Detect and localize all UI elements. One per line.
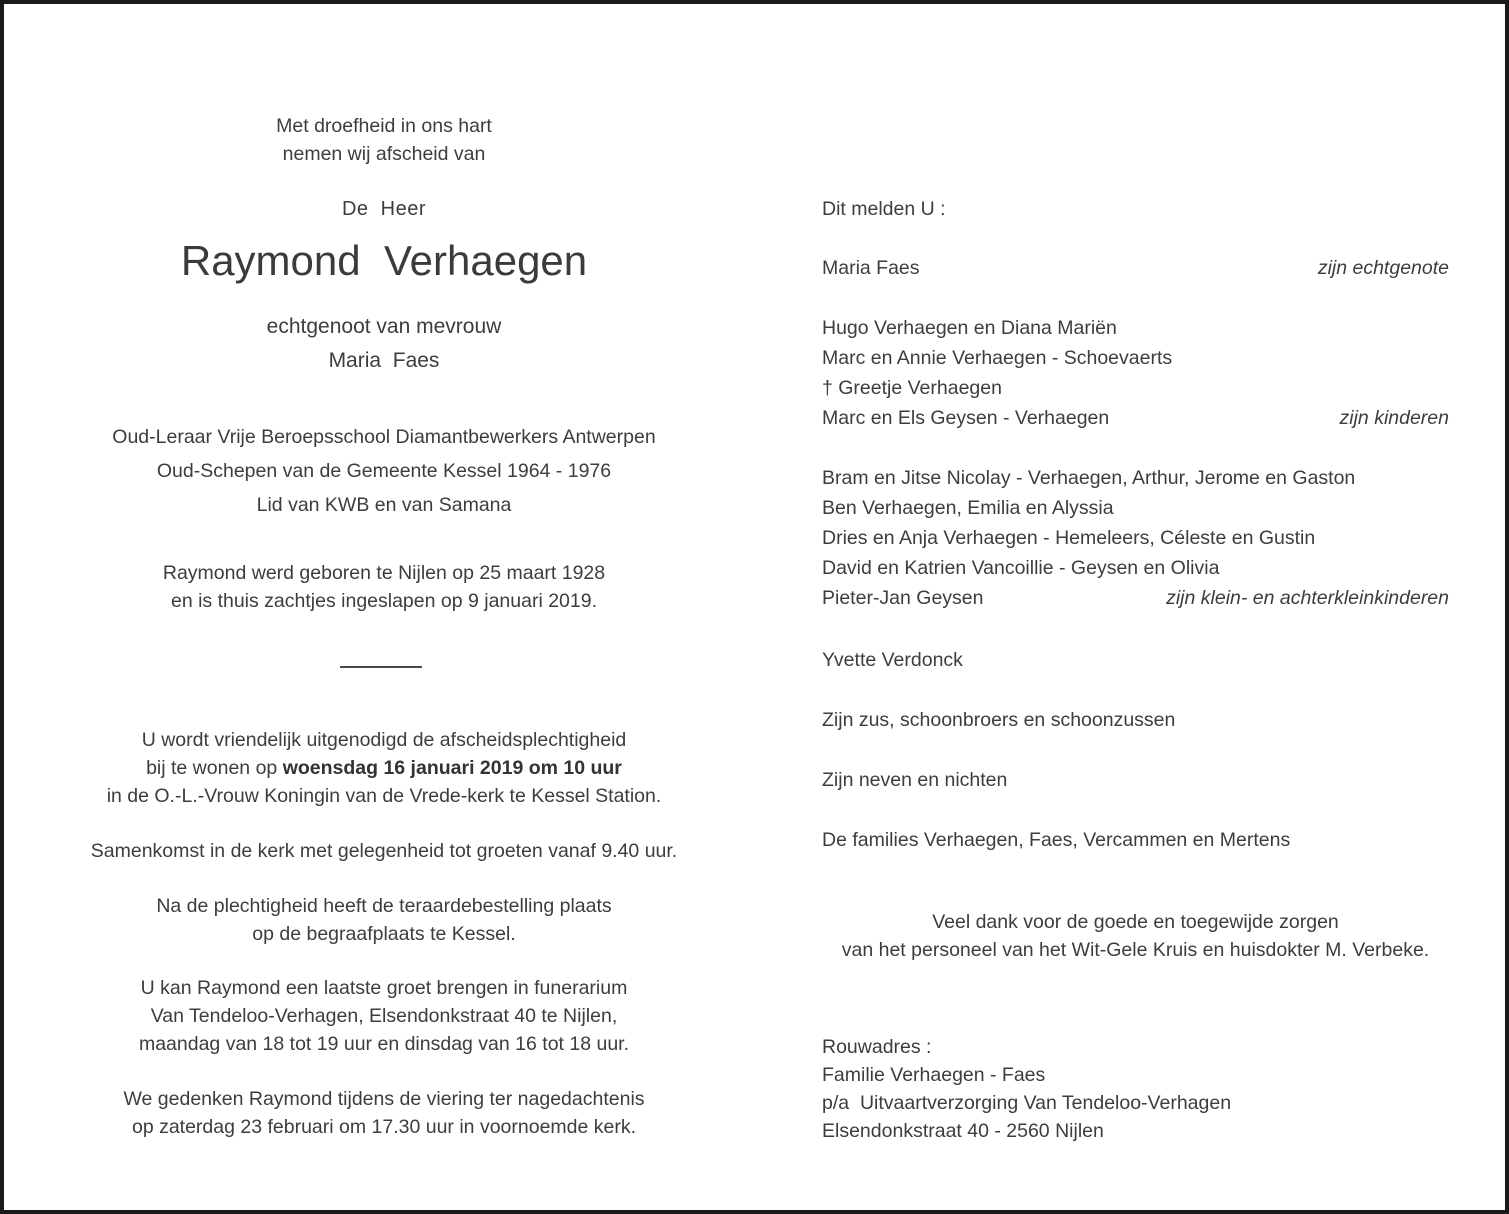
announcers-heading: Dit melden U : [822, 198, 946, 220]
spouse-of-block [34, 310, 734, 378]
ceremony-invite-block [34, 726, 734, 810]
child-name: Hugo Verhaegen en Diana Mariën [822, 317, 1117, 339]
intro-text [34, 112, 734, 168]
funerarium-line: U kan Raymond een laatste groet brengen in funerarium [140, 977, 628, 999]
grandchild-name: Dries en Anja Verhaegen - Hemeleers, Céleste en Gustin [822, 527, 1316, 549]
child-name: Marc en Els Geysen - Verhaegen [822, 407, 1110, 429]
honorific: De Heer [341, 198, 427, 220]
invite-line: U wordt vriendelijk uitgenodigd de afscheidsplechtigheid [141, 729, 627, 751]
spouse-name: Maria Faes [328, 349, 440, 372]
thanks-line: Veel dank voor de goede en toegewijde zorgen [932, 911, 1339, 933]
thanks-block [822, 908, 1449, 964]
deceased-name: Raymond Verhaegen [180, 237, 588, 284]
invite-line: in de O.-L.-Vrouw Koningin van de Vrede-kerk te Kessel Station. [106, 785, 662, 807]
invite-prefix: bij te wonen op [146, 757, 283, 779]
mourning-address-line: Familie Verhaegen - Faes [822, 1064, 1046, 1086]
life-titles [34, 420, 734, 522]
intro-line: nemen wij afscheid van [282, 143, 486, 165]
spouse-announcer-name: Maria Faes [822, 257, 920, 279]
cousins-line: Zijn neven en nichten [822, 769, 1008, 791]
grandchild-name: David en Katrien Vancoillie - Geysen en Olivia [822, 557, 1220, 579]
child-name: Marc en Annie Verhaegen - Schoevaerts [822, 347, 1173, 369]
intro-line: Met droefheid in ons hart [276, 115, 492, 137]
grandchild-name: Pieter-Jan Geysen [822, 587, 984, 609]
ceremony-datetime: woensdag 16 januari 2019 om 10 uur [282, 757, 622, 779]
funerarium-line: Van Tendeloo-Verhagen, Elsendonkstraat 40 te Nijlen, [150, 1005, 618, 1027]
mourning-address-label: Rouwadres : [822, 1036, 932, 1058]
burial-line: op de begraafplaats te Kessel. [252, 923, 516, 945]
mourning-address-block [822, 1033, 1449, 1145]
grandchild-name: Ben Verhaegen, Emilia en Alyssia [822, 497, 1114, 519]
grandchild-name: Bram en Jitse Nicolay - Verhaegen, Arthur, Jerome en Gaston [822, 467, 1356, 489]
funerarium-block [34, 974, 734, 1058]
spouse-intro: echtgenoot van mevrouw [266, 315, 502, 338]
title-line: Oud-Leraar Vrije Beroepsschool Diamantbewerkers Antwerpen [112, 426, 656, 448]
title-line: Lid van KWB en van Samana [256, 494, 512, 516]
birth-line: Raymond werd geboren te Nijlen op 25 maart 1928 [162, 562, 606, 584]
section-divider [340, 666, 422, 668]
child-name: † Greetje Verhaegen [822, 377, 1002, 399]
memorial-line: We gedenken Raymond tijdens de viering ter nagedachtenis [123, 1088, 645, 1110]
mourning-address-line: p/a Uitvaartverzorging Van Tendeloo-Verhagen [822, 1092, 1232, 1114]
invite-line [34, 754, 734, 782]
spouse-row [822, 253, 1449, 283]
death-line: en is thuis zachtjes ingeslapen op 9 januari 2019. [170, 590, 598, 612]
title-line: Oud-Schepen van de Gemeente Kessel 1964 - 1976 [156, 460, 612, 482]
families-line: De families Verhaegen, Faes, Vercammen en Mertens [822, 829, 1291, 851]
gathering-line: Samenkomst in de kerk met gelegenheid tot groeten vanaf 9.40 uur. [90, 840, 678, 862]
thanks-line: van het personeel van het Wit-Gele Kruis en huisdokter M. Verbeke. [841, 939, 1430, 961]
children-relation-label: zijn kinderen [1339, 407, 1449, 429]
grandchildren-relation-label: zijn klein- en achterkleinkinderen [1166, 587, 1449, 609]
memorial-line: op zaterdag 23 februari om 17.30 uur in voornoemde kerk. [131, 1116, 637, 1138]
burial-line: Na de plechtigheid heeft de teraardebestelling plaats [156, 895, 612, 917]
memorial-block [34, 1085, 734, 1141]
funerarium-line: maandag van 18 tot 19 uur en dinsdag van 16 tot 18 uur. [138, 1033, 630, 1055]
grandchildren-block [822, 463, 1449, 613]
siblings-line: Zijn zus, schoonbroers en schoonzussen [822, 709, 1176, 731]
birth-death-block [34, 559, 734, 615]
child-relation-row [822, 403, 1449, 433]
mourning-address-line: Elsendonkstraat 40 - 2560 Nijlen [822, 1120, 1104, 1142]
burial-block [34, 892, 734, 948]
grandchildren-relation-row [822, 583, 1449, 613]
other-announcer: Yvette Verdonck [822, 649, 963, 671]
children-block [822, 313, 1449, 433]
spouse-relation-label: zijn echtgenote [1317, 257, 1449, 279]
